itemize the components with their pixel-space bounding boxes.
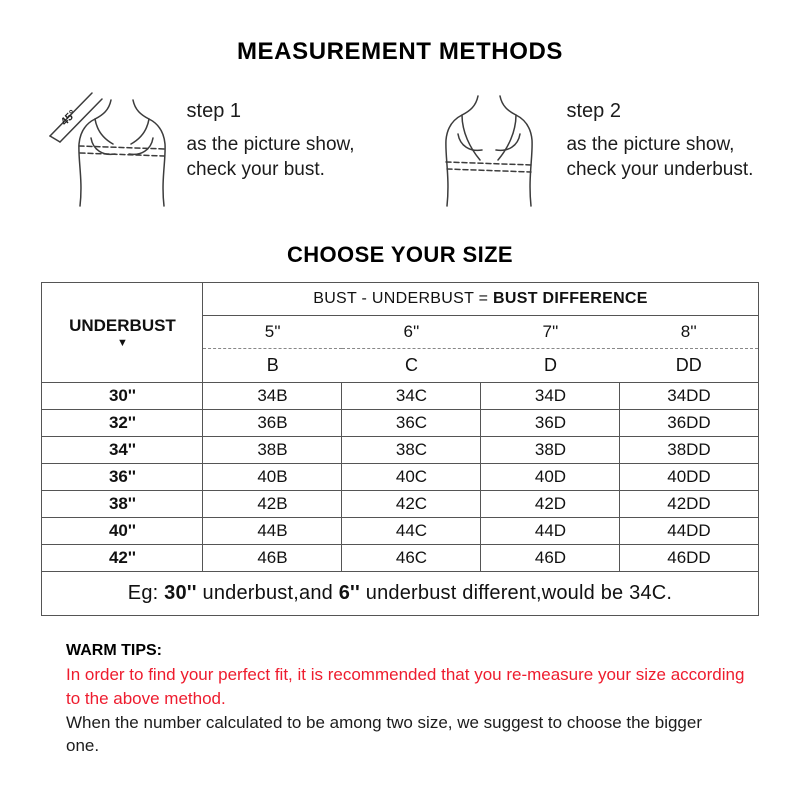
step-1-line2: check your bust.: [186, 159, 325, 181]
size-cell: 34D: [481, 383, 620, 410]
table-row: [42, 383, 758, 410]
measurement-steps: [0, 86, 800, 226]
formula-bold-part: BUST DIFFERENCE: [493, 290, 648, 307]
choose-size-title: CHOOSE YOUR SIZE: [286, 242, 514, 267]
step-2-line1: as the picture show,: [566, 134, 735, 155]
size-example-text: [42, 572, 758, 616]
formula-cell: [203, 283, 758, 316]
table-row: [42, 518, 758, 545]
size-cell: 46B: [203, 545, 342, 572]
size-cell: 40B: [203, 464, 342, 491]
underbust-value: 34'': [42, 437, 203, 464]
cup-size-label: B: [203, 349, 342, 383]
underbust-measure-drawing: [426, 86, 548, 208]
down-arrow-icon: ▼: [117, 337, 128, 349]
example-difference-value: 6'': [338, 582, 360, 604]
bust-measure-illustration: [47, 86, 179, 208]
underbust-value: 32'': [42, 410, 203, 437]
step-2: [426, 86, 753, 208]
cup-size-label: C: [342, 349, 481, 383]
size-cell: 38C: [342, 437, 481, 464]
underbust-value: 36'': [42, 464, 203, 491]
formula-prefix: BUST - UNDERBUST =: [313, 290, 494, 307]
warm-tips-heading: WARM TIPS:: [66, 642, 162, 659]
example-part: underbust,and: [196, 582, 339, 604]
bust-difference-value: 6'': [342, 316, 481, 349]
underbust-value: 38'': [42, 491, 203, 518]
size-cell: 40D: [481, 464, 620, 491]
step-1: [47, 86, 355, 208]
size-chart-table: [41, 282, 758, 616]
example-row: [42, 572, 758, 616]
size-cell: 42DD: [620, 491, 758, 518]
size-cell: 44C: [342, 518, 481, 545]
size-cell: 46C: [342, 545, 481, 572]
size-cell: 34C: [342, 383, 481, 410]
size-cell: 40C: [342, 464, 481, 491]
size-cell: 36B: [203, 410, 342, 437]
size-cell: 46D: [481, 545, 620, 572]
size-cell: 36C: [342, 410, 481, 437]
underbust-header-label: UNDERBUST: [69, 316, 176, 335]
table-row: [42, 545, 758, 572]
size-cell: 46DD: [620, 545, 758, 572]
cup-size-label: DD: [620, 349, 758, 383]
table-row: [42, 491, 758, 518]
size-cell: 38DD: [620, 437, 758, 464]
size-cell: 42B: [203, 491, 342, 518]
bust-difference-value: 5'': [203, 316, 342, 349]
table-row: [42, 437, 758, 464]
size-cell: 36DD: [620, 410, 758, 437]
size-cell: 42C: [342, 491, 481, 518]
example-underbust-value: 30'': [164, 582, 197, 604]
step-2-label: step 2: [566, 100, 621, 122]
angle-45-label: 45°: [58, 107, 79, 129]
size-cell: 44B: [203, 518, 342, 545]
warm-tips-red-text: In order to find your perfect fit, it is recommended that you re-measure your size according to the above method.: [66, 665, 745, 708]
size-cell: 44DD: [620, 518, 758, 545]
table-row: [42, 410, 758, 437]
bust-difference-value: 7'': [481, 316, 620, 349]
underbust-value: 30'': [42, 383, 203, 410]
bust-measure-drawing: [47, 86, 179, 208]
example-part: underbust different,would be 34C.: [359, 582, 673, 604]
size-cell: 38D: [481, 437, 620, 464]
bust-difference-value: 8'': [620, 316, 758, 349]
example-part: Eg:: [127, 582, 165, 604]
size-cell: 42D: [481, 491, 620, 518]
step-1-text: [187, 100, 355, 182]
size-cell: 38B: [203, 437, 342, 464]
size-cell: 44D: [481, 518, 620, 545]
size-cell: 36D: [481, 410, 620, 437]
cup-size-label: D: [481, 349, 620, 383]
warm-tips-black-text: When the number calculated to be among two size, we suggest to choose the bigger one.: [66, 712, 702, 756]
table-row: [42, 464, 758, 491]
underbust-measure-illustration: [426, 86, 558, 208]
size-cell: 40DD: [620, 464, 758, 491]
underbust-header-cell: [42, 283, 203, 383]
warm-tips: [66, 642, 766, 758]
formula-header-row: [42, 283, 758, 316]
underbust-value: 40'': [42, 518, 203, 545]
size-cell: 34DD: [620, 383, 758, 410]
underbust-value: 42'': [42, 545, 203, 572]
page-title: MEASUREMENT METHODS: [236, 38, 564, 65]
step-1-line1: as the picture show,: [186, 134, 355, 155]
size-cell: 34B: [203, 383, 342, 410]
step-2-text: [566, 100, 753, 182]
step-1-label: step 1: [186, 100, 242, 122]
step-2-line2: check your underbust.: [566, 159, 754, 181]
